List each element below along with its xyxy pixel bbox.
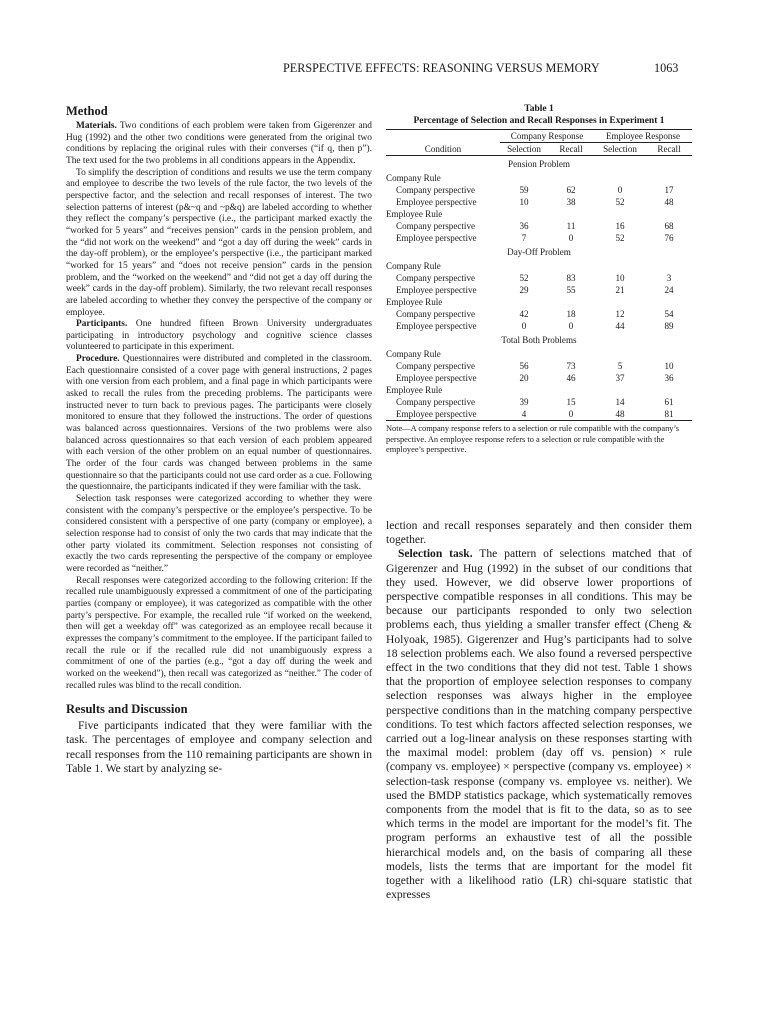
table-row: [386, 320, 692, 332]
table-cell: 46: [566, 373, 576, 383]
table-cell: 5: [617, 361, 623, 371]
table-cell: 15: [566, 397, 576, 407]
table-cell: 62: [566, 185, 576, 195]
table-cell: 29: [519, 285, 529, 295]
materials-run-in-heading: Materials.: [76, 121, 117, 131]
table-row-label: Employee perspective: [396, 373, 477, 383]
table-cell: 0: [548, 408, 594, 421]
recall-categorization-paragraph: Recall responses were categorized according to the following criterion: If the recalled rule unambiguously expressed a commitment of one of the participating parties (company or employee), it was categorized as compatible with the other party’s perspective. For example, the recalled rule “if worked on the weekend, then will get a weekday off” was categorized as an employee recall because it expresses the company’s commitment to the employee. If the participant failed to recall the rule or if the recalled rule did not unambiguously express a commitment of one of the parties (e.g., “got a day off during the week and worked on the weekend”), then recall was categorized as “neither.” The coder of recalled rules was blind to the recall condition.: [66, 575, 372, 691]
table-cell: 68: [664, 221, 674, 231]
table-body: [386, 156, 692, 421]
table-row: [386, 232, 692, 244]
table-row: [386, 360, 692, 372]
table-cell: 52: [615, 197, 625, 207]
procedure-paragraph: [66, 354, 372, 494]
continuation-paragraph: lection and recall responses separately and then consider them together.: [386, 520, 692, 547]
table-cell: 16: [615, 221, 625, 231]
company-selection-header: Selection: [500, 143, 548, 156]
table-cell: 81: [646, 408, 692, 421]
table-section-title: Day-Off Problem: [507, 247, 571, 257]
table-row-label: Company perspective: [396, 397, 476, 407]
table-cell: 21: [615, 285, 625, 295]
table-cell: 44: [615, 321, 625, 331]
running-title: PERSPECTIVE EFFECTS: REASONING VERSUS MEMORY: [283, 61, 600, 75]
page-number: 1063: [654, 61, 679, 75]
table-cell: 48: [664, 197, 674, 207]
materials-text: Two conditions of each problem were taken from Gigerenzer and Hug (1992) and the other two conditions were generated from the original two conditions by replacing the original rules with their converses (“if q, then p”). The text used for the two problems in all conditions appears in the Appendix.: [66, 121, 372, 166]
procedure-run-in-heading: Procedure.: [76, 354, 120, 365]
table-cell: 17: [664, 185, 674, 195]
table-cell: 4: [500, 408, 548, 421]
table-section-title: Pension Problem: [508, 159, 570, 169]
table-row-label: Company perspective: [396, 273, 476, 283]
table-1: [386, 104, 692, 456]
table-cell: 20: [519, 373, 529, 383]
table-cell: 11: [566, 221, 576, 231]
table-cell: 14: [615, 397, 625, 407]
results-table: [386, 129, 692, 421]
employee-selection-header: Selection: [594, 143, 646, 156]
right-column: [386, 519, 692, 902]
table-row-label: Employee perspective: [396, 321, 477, 331]
selection-task-paragraph: [386, 547, 692, 902]
results-paragraph: Five participants indicated that they were familiar with the task. The percentages of employee and company selection and recall responses from the 110 remaining participants are shown in Table 1. We start by analyzing se-: [66, 720, 372, 775]
table-cell: 36: [664, 373, 674, 383]
table-row: [386, 220, 692, 232]
table-rule-label: Company Rule: [386, 349, 441, 359]
table-row-label: Employee perspective: [396, 197, 477, 207]
table-row-label: Company perspective: [396, 309, 476, 319]
table-row: [386, 372, 692, 384]
materials-paragraph: [66, 121, 372, 168]
simplify-paragraph: To simplify the description of conditions and results we use the term company and employee to describe the two levels of the rule factor, the two levels of the perspective factor, and the selection and recall responses of interest. The two selection patterns of interest (p&~q and ~p&q) are labeled according to whether they reflect the company’s perspective (i.e., the participant marked exactly the “worked for 5 years” and “receives pension” cards in the pension problem, and the “did not work on the weekend” and “got a day off during the week” cards in the day-off problem), or the employee’s perspective (i.e., the participant marked “worked for 15 years” and “does not receive pension” cards in the pension problem, and the “worked on the weekend” and “did not get a day off during the week” cards in the day-off problem). Similarly, the two relevant recall responses are labeled according to whether they convey the perspective of the company or employee.: [66, 167, 372, 318]
table-cell: 18: [566, 309, 576, 319]
condition-header: Condition: [386, 143, 500, 156]
company-response-header: Company Response: [500, 130, 594, 143]
table-cell: 0: [617, 185, 623, 195]
table-note: Note—A company response refers to a selection or rule compatible with the company’s perspective. An employee response refers to a selection or rule compatible with the employee’s perspective.: [386, 424, 680, 454]
table-cell: 0: [521, 321, 527, 331]
selection-task-text: The pattern of selections matched that of Gigerenzer and Hug (1992) in the subset of our conditions that they used. However, we did observe lower proportions of perspective compatible responses in all conditions. This may be because our participants responded to only two selection problems each, thus yielding a smaller transfer effect (Cheng & Holyoak, 1985). Gigerenzer and Hug’s participants had to solve 18 selection problems each. We also found a reversed perspective effect in the two conditions that they did not test. Table 1 shows that the proportion of employee selection responses to company selection responses was always higher in the employee perspective conditions than in the matching company perspective conditions. To test which factors affected selection responses, we carried out a log-linear analysis on these responses starting with the maximal model: problem (day off vs. pension) × rule (company vs. employee) × perspective (company vs. employee) × selection-task response (company vs. employee vs. neither). We used the BMDP statistics package, which systematically removes components from the model that is fit to the data, so as to see which terms in the model are important for the model’s fit. The program performs an exhaustive test of all the possible hierarchical models and, on the basis of comparing all these models, lists the terms that are important for the model fit together with a likelihood ratio (LR) chi-square statistic that expresses: [386, 548, 692, 902]
table-row-label: Employee perspective: [396, 285, 477, 295]
table-cell: 83: [566, 273, 576, 283]
table-cell: 3: [666, 273, 672, 283]
table-cell: 54: [664, 309, 674, 319]
table-cell: 42: [519, 309, 529, 319]
table-cell: 10: [519, 197, 529, 207]
table-row: [386, 284, 692, 296]
table-row-label: Employee perspective: [396, 233, 477, 243]
table-row: [386, 396, 692, 408]
table-row-label: Company perspective: [396, 185, 476, 195]
participants-paragraph: [66, 319, 372, 354]
table-cell: 55: [566, 285, 576, 295]
table-row-label: Employee perspective: [386, 408, 500, 421]
table-row: [386, 308, 692, 320]
table-cell: 76: [664, 233, 674, 243]
table-cell: 89: [664, 321, 674, 331]
table-cell: 10: [615, 273, 625, 283]
participants-text: One hundred fifteen Brown University undergraduates participating in introductory psychology and cognitive science classes volunteered to participate in this experiment.: [66, 319, 372, 353]
table-row: [386, 272, 692, 284]
procedure-text: Questionnaires were distributed and completed in the classroom. Each questionnaire consisted of a cover page with general instructions, 2 pages with one version from each problem, and a final page in which participants were asked to recall the rules from the preceding problems. The participants were instructed never to turn back to previous pages. The participants were closely monitored to ensure that they followed the instructions. The order of questions was balanced across questionnaires. Versions of the two problems were also balanced across questionnaires so that each version of each problem appeared with each version of the other problem on an equal number of questionnaires. The order of the four cards was changed between problems in the same questionnaire so that the participants could not use card order as a cue. Following the questionnaire, the participants indicated if they were familiar with the task.: [66, 354, 372, 493]
table-cell: 59: [519, 185, 529, 195]
table-cell: 7: [521, 233, 527, 243]
table-cell: 38: [566, 197, 576, 207]
company-recall-header: Recall: [548, 143, 594, 156]
table-section-title: Total Both Problems: [501, 335, 577, 345]
table-cell: 36: [519, 221, 529, 231]
table-cell: 52: [615, 233, 625, 243]
table-rule-label: Employee Rule: [386, 209, 443, 219]
table-cell: 0: [568, 321, 574, 331]
table-row: [386, 184, 692, 196]
table-cell: 37: [615, 373, 625, 383]
results-heading: Results and Discussion: [66, 702, 188, 717]
table-rule-label: Employee Rule: [386, 385, 443, 395]
table-label: Table 1: [524, 104, 554, 114]
table-cell: 24: [664, 285, 674, 295]
method-heading: Method: [66, 104, 108, 118]
selection-categorization-paragraph: Selection task responses were categorized according to whether they were consistent with the company’s perspective or the employee’s perspective. To be considered consistent with a perspective of one party (company or employee), a selection response had to consist of only the two cards that may indicate that the other party violated its commitment. Selection responses not consisting of exactly the two cards representing the perspective of the company or employee were recorded as “neither.”: [66, 494, 372, 574]
table-row-label: Company perspective: [396, 221, 476, 231]
table-caption: Percentage of Selection and Recall Responses in Experiment 1: [413, 116, 665, 126]
table-rule-label: Employee Rule: [386, 297, 443, 307]
table-row-label: Company perspective: [396, 361, 476, 371]
table-rule-label: Company Rule: [386, 261, 441, 271]
table-row: [386, 196, 692, 208]
running-header: [0, 61, 760, 77]
table-cell: 73: [566, 361, 576, 371]
table-row: [386, 408, 692, 421]
table-cell: 56: [519, 361, 529, 371]
table-cell: 12: [615, 309, 625, 319]
table-cell: 48: [594, 408, 646, 421]
table-cell: 10: [664, 361, 674, 371]
table-cell: 52: [519, 273, 529, 283]
left-column: [66, 104, 372, 776]
table-cell: 39: [519, 397, 529, 407]
table-cell: 61: [664, 397, 674, 407]
employee-response-header: Employee Response: [594, 130, 692, 143]
employee-recall-header: Recall: [646, 143, 692, 156]
participants-run-in-heading: Participants.: [76, 319, 128, 330]
selection-task-run-in-heading: Selection task.: [398, 548, 473, 561]
table-rule-label: Company Rule: [386, 173, 441, 183]
table-cell: 0: [568, 233, 574, 243]
